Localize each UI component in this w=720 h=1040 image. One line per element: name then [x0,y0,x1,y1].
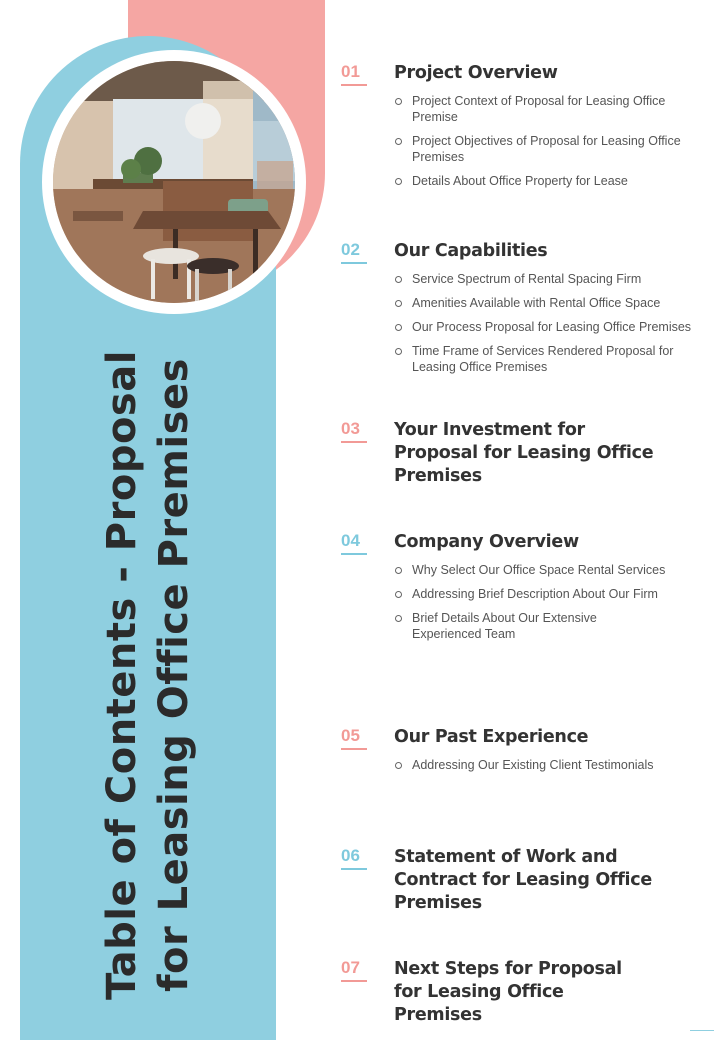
section-title: Your Investment for Proposal for Leasing Office Premises [394,420,654,486]
toc-section-07[interactable] [341,958,701,1027]
office-cafe-photo [53,61,295,303]
toc-section-03[interactable] [341,419,701,488]
list-item: Details About Office Property for Lease [394,173,704,189]
list-item: Service Spectrum of Rental Spacing Firm [394,271,704,287]
section-title: Project Overview [394,63,558,83]
document-title [96,345,200,1005]
section-title: Our Past Experience [394,727,589,747]
section-number: 01 [341,62,367,86]
section-title: Our Capabilities [394,241,548,261]
section-items [394,757,701,773]
toc-section-04[interactable] [341,531,701,650]
toc-section-01[interactable] [341,62,701,197]
corner-divider [690,1030,714,1031]
list-item: Brief Details About Our Extensive Experienced Team [394,610,632,642]
list-item: Our Process Proposal for Leasing Office Premises [394,319,704,335]
list-item: Project Context of Proposal for Leasing Office Premise [394,93,704,125]
section-number: 05 [341,726,367,750]
list-item: Addressing Our Existing Client Testimonials [394,757,704,773]
toc-section-02[interactable] [341,240,701,383]
document-title-line1: Table of Contents - Proposal [99,350,145,1000]
section-items [394,271,701,375]
list-item: Why Select Our Office Space Rental Services [394,562,704,578]
section-number: 07 [341,958,367,982]
list-item: Amenities Available with Rental Office Space [394,295,704,311]
section-title: Statement of Work and Contract for Leasing Office Premises [394,847,652,913]
section-number: 04 [341,531,367,555]
toc-section-05[interactable] [341,726,701,781]
photo-frame [42,50,306,314]
section-title: Next Steps for Proposal for Leasing Office Premises [394,959,622,1025]
document-title-line2: for Leasing Office Premises [151,358,197,992]
list-item: Time Frame of Services Rendered Proposal for Leasing Office Premises [394,343,704,375]
toc-section-06[interactable] [341,846,701,915]
list-item: Addressing Brief Description About Our Firm [394,586,704,602]
list-item: Project Objectives of Proposal for Leasing Office Premises [394,133,704,165]
section-title: Company Overview [394,532,579,552]
section-items [394,562,701,642]
section-number: 02 [341,240,367,264]
section-number: 06 [341,846,367,870]
section-items [394,93,701,189]
section-number: 03 [341,419,367,443]
